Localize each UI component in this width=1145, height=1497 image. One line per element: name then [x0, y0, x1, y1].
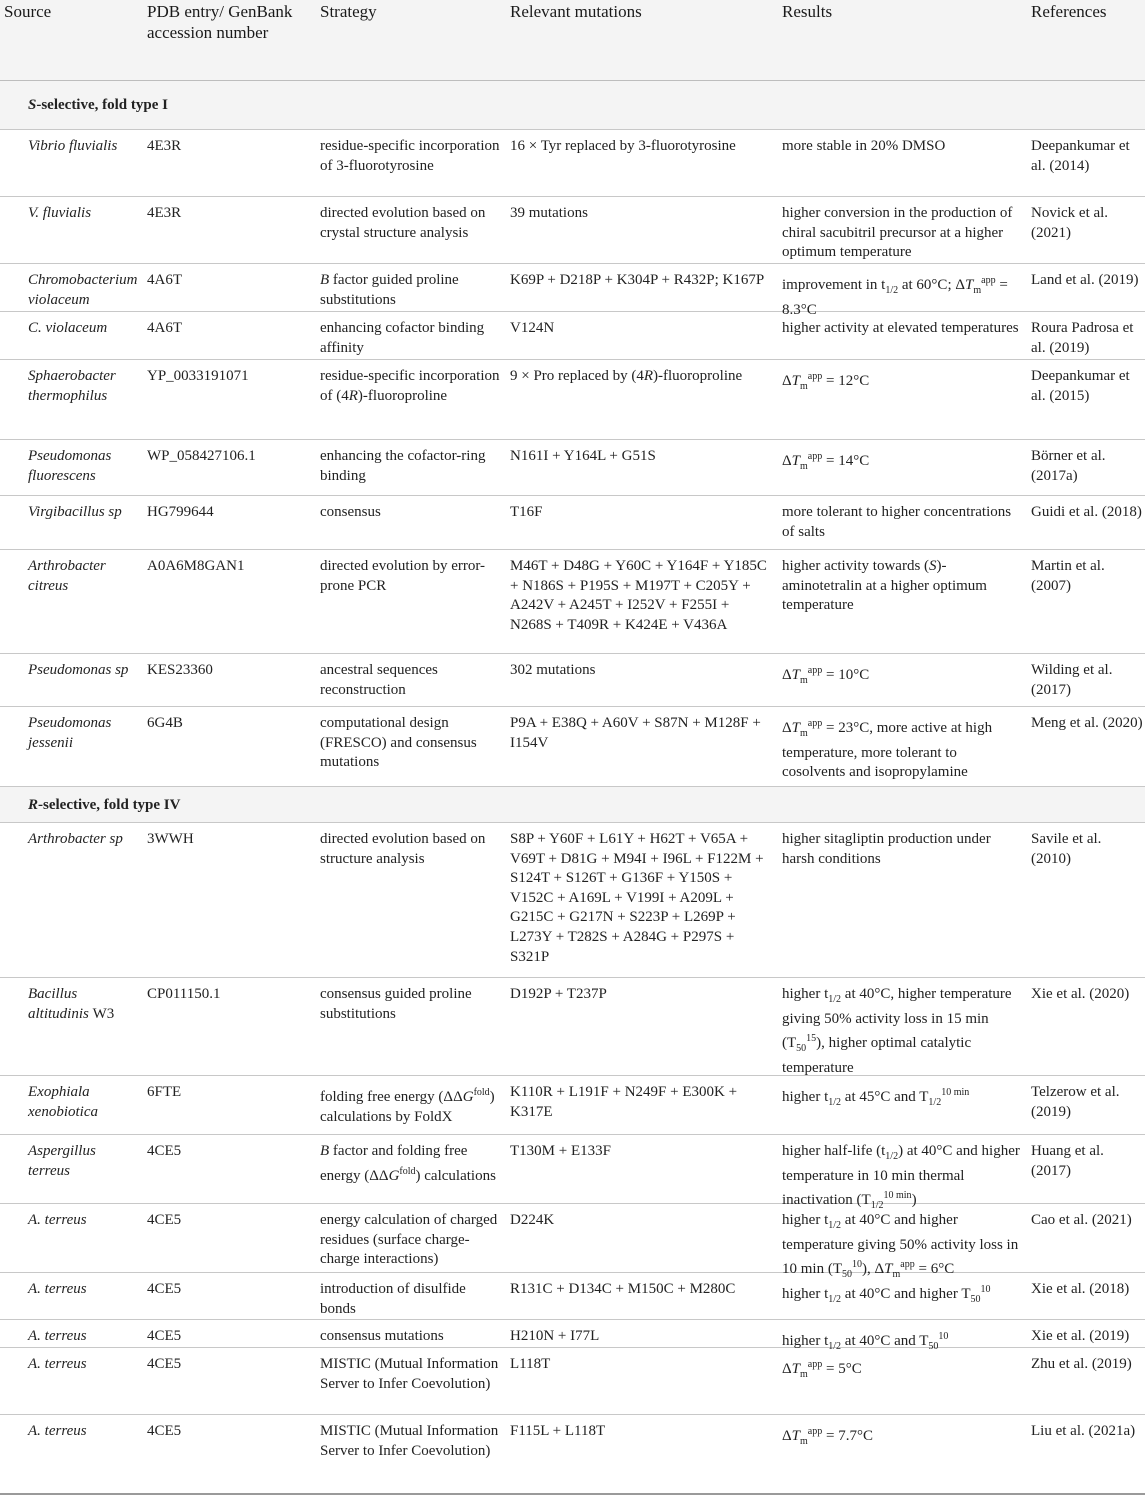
- cell-strategy: folding free energy $(\Delta\Delta G^{fold})$ calculations by FoldX: [320, 1087, 495, 1125]
- cell-source: Arthrobacter citreus: [28, 558, 106, 594]
- cell-strategy: consensus mutations: [320, 1328, 444, 1344]
- table-row: [0, 264, 1145, 318]
- cell-mutations: N161I + Y164L + G51S: [510, 448, 656, 464]
- cell-results: $\Delta T_m^{app} = 23^\circ C$, more active at high temperature, more tolerant to cosolvents and isopropylamine: [782, 718, 993, 781]
- cell-results: higher $t_{1/2}$ at 40°C, higher temperature giving 50% activity loss in 15 $\min (T_{50}^{15})$, higher optimal catalytic temperature: [782, 986, 1012, 1076]
- cell-strategy: computational design (FRESCO) and consensus mutations: [320, 715, 477, 771]
- cell-reference: Meng et al. (2020): [1031, 715, 1143, 731]
- cell-source: Pseudomonas fluorescens: [28, 448, 112, 484]
- cell-strategy: B factor guided proline substitutions: [320, 272, 459, 308]
- cell-accession: 4CE5: [147, 1212, 182, 1228]
- cell-accession: 4CE5: [147, 1281, 182, 1297]
- cell-mutations: S8P + Y60F + L61Y + H62T + V65A + V69T + D81G + M94I + I96L + F122M + S124T + S126T + G136F + Y150S + V152C + A169L + V199I + A209L + G215C + G217N + S223P + L269P + L273Y + T282S + A284G + P297S + S321P: [510, 831, 764, 965]
- cell-accession: 4A6T: [147, 272, 182, 288]
- cell-results: higher $t_{1/2}$ at 40°C and higher temperature giving 50% activity loss in 10 $\min (T_{50}^{10})$, $\Delta T_m^{app} = 6^\circ C$: [782, 1212, 1019, 1281]
- cell-strategy: ancestral sequences reconstruction: [320, 662, 438, 698]
- cell-results: higher $t_{1/2}$ at 45°C and $T_{1/2}^{10 min}$: [782, 1087, 970, 1108]
- cell-mutations: K110R + L191F + N249F + E300K + K317E: [510, 1084, 738, 1120]
- cell-reference: Börner et al. (2017a): [1031, 448, 1106, 484]
- header-strategy: Strategy: [320, 2, 377, 21]
- cell-results: higher half-life $(t_{1/2})$ at 40°C and higher temperature in 10 min thermal inactivation $(T_{1/2}^{10 min})$: [782, 1143, 1020, 1212]
- section-s-selective: [0, 81, 1145, 130]
- cell-mutations: 39 mutations: [510, 205, 588, 221]
- table-row: [0, 1273, 1145, 1320]
- cell-strategy: directed evolution by error-prone PCR: [320, 558, 486, 594]
- table-row: [0, 496, 1145, 550]
- cell-source: Sphaerobacter thermophilus: [28, 368, 116, 404]
- cell-strategy: consensus guided proline substitutions: [320, 986, 472, 1022]
- cell-strategy: consensus: [320, 504, 381, 520]
- table-row: [0, 440, 1145, 496]
- cell-reference: Savile et al. (2010): [1031, 831, 1102, 867]
- cell-reference: Huang et al. (2017): [1031, 1143, 1104, 1179]
- cell-strategy: enhancing the cofactor-ring binding: [320, 448, 486, 484]
- cell-reference: Zhu et al. (2019): [1031, 1356, 1132, 1372]
- cell-reference: Telzerow et al. (2019): [1031, 1084, 1120, 1120]
- table-row: [0, 1204, 1145, 1281]
- cell-reference: Roura Padrosa et al. (2019): [1031, 320, 1134, 356]
- cell-accession: 4E3R: [147, 138, 182, 154]
- section-title: S-selective, fold type I: [28, 97, 168, 113]
- cell-strategy: introduction of disulfide bonds: [320, 1281, 466, 1317]
- cell-accession: 4E3R: [147, 205, 182, 221]
- cell-results: improvement in $t_{1/2}$ at 60°C; $\Delta T_m^{app} = 8.3^\circ C$: [782, 275, 1008, 318]
- cell-mutations: V124N: [510, 320, 555, 336]
- cell-reference: Xie et al. (2019): [1031, 1328, 1130, 1344]
- cell-strategy: directed evolution based on structure analysis: [320, 831, 486, 867]
- cell-mutations: M46T + D48G + Y60C + Y164F + Y185C + N186S + P195S + M197T + C205Y + A242V + A245T + I252V + F255I + N268S + T409R + K424E + V436A: [510, 558, 767, 633]
- cell-accession: 3WWH: [147, 831, 194, 847]
- cell-mutations: R131C + D134C + M150C + M280C: [510, 1281, 736, 1297]
- cell-reference: Liu et al. (2021a): [1031, 1423, 1136, 1439]
- cell-source: Pseudomonas sp: [28, 662, 129, 678]
- cell-reference: Cao et al. (2021): [1031, 1212, 1132, 1228]
- cell-mutations: K69P + D218P + K304P + R432P; K167P: [510, 272, 765, 288]
- cell-mutations: D224K: [510, 1212, 555, 1228]
- cell-source: Pseudomonas jessenii: [28, 715, 112, 751]
- table-row: [0, 312, 1145, 360]
- cell-mutations: F115L + L118T: [510, 1423, 606, 1439]
- table-row: [0, 1348, 1145, 1415]
- cell-mutations: T130M + E133F: [510, 1143, 611, 1159]
- cell-accession: HG799644: [147, 504, 214, 520]
- cell-strategy: enhancing cofactor binding affinity: [320, 320, 485, 356]
- cell-accession: 4CE5: [147, 1328, 182, 1344]
- cell-accession: 4CE5: [147, 1423, 182, 1439]
- table-header: [0, 0, 1145, 81]
- section-r-selective: [0, 787, 1145, 823]
- header-references: References: [1031, 2, 1107, 21]
- cell-reference: Deepankumar et al. (2014): [1031, 138, 1130, 174]
- cell-results: higher conversion in the production of chiral sacubitril precursor at a higher optimum temperature: [782, 205, 1013, 261]
- table-row: [0, 1415, 1145, 1495]
- cell-source: Aspergillus terreus: [28, 1143, 96, 1179]
- cell-accession: WP_058427106.1: [147, 448, 256, 464]
- cell-mutations: H210N + I77L: [510, 1328, 600, 1344]
- cell-source: A. terreus: [28, 1356, 87, 1372]
- header-accession: PDB entry/ GenBank accession number: [147, 2, 293, 42]
- cell-results: more stable in 20% DMSO: [782, 138, 946, 154]
- header-source: Source: [4, 2, 52, 21]
- table-row: [0, 823, 1145, 978]
- cell-strategy: directed evolution based on crystal structure analysis: [320, 205, 486, 241]
- cell-source: V. fluvialis: [28, 205, 92, 221]
- cell-strategy: MISTIC (Mutual Information Server to Infer Coevolution): [320, 1356, 499, 1392]
- cell-accession: 4CE5: [147, 1143, 182, 1159]
- cell-source: Chromobacterium violaceum: [28, 272, 138, 308]
- cell-reference: Novick et al. (2021): [1031, 205, 1109, 241]
- cell-results: $\Delta T_m^{app} = 14^\circ C$: [782, 451, 870, 472]
- cell-mutations: L118T: [510, 1356, 551, 1372]
- cell-source: A. terreus: [28, 1281, 87, 1297]
- b-factor-italic: B: [320, 272, 330, 288]
- cell-reference: Xie et al. (2018): [1031, 1281, 1130, 1297]
- cell-strategy: residue-specific incorporation of 3-fluorotyrosine: [320, 138, 500, 174]
- cell-source: Bacillus altitudinis W3: [28, 986, 115, 1022]
- cell-mutations: 16 × Tyr replaced by 3-fluorotyrosine: [510, 138, 736, 154]
- cell-accession: A0A6M8GAN1: [147, 558, 245, 574]
- table-row: [0, 197, 1145, 264]
- cell-source: Arthrobacter sp: [28, 831, 123, 847]
- cell-strategy: energy calculation of charged residues (surface charge-charge interactions): [320, 1212, 498, 1268]
- cell-results: higher sitagliptin production under harsh conditions: [782, 831, 991, 867]
- cell-source: Vibrio fluvialis: [28, 138, 118, 154]
- table-row: [0, 707, 1145, 787]
- header-mutations: Relevant mutations: [510, 2, 642, 21]
- cell-source: C. violaceum: [28, 320, 108, 336]
- cell-accession: 6G4B: [147, 715, 183, 731]
- cell-mutations: P9A + E38Q + A60V + S87N + M128F + I154V: [510, 715, 761, 751]
- cell-strategy: B factor and folding free energy $(\Delta\Delta G^{fold})$ calculations: [320, 1143, 496, 1184]
- cell-reference: Guidi et al. (2018): [1031, 504, 1142, 520]
- table-row: [0, 978, 1145, 1076]
- table-row: [0, 1076, 1145, 1135]
- cell-source: A. terreus: [28, 1423, 87, 1439]
- table-row: [0, 130, 1145, 197]
- cell-results: $\Delta T_m^{app} = 10^\circ C$: [782, 665, 870, 686]
- cell-accession: 4CE5: [147, 1356, 182, 1372]
- cell-reference: Martin et al. (2007): [1031, 558, 1105, 594]
- section-title: R-selective, fold type IV: [28, 797, 181, 813]
- cell-reference: Xie et al. (2020): [1031, 986, 1130, 1002]
- cell-mutations: D192P + T237P: [510, 986, 607, 1002]
- cell-results: higher $t_{1/2}$ at 40°C and $T_{50}^{10}$: [782, 1331, 949, 1352]
- cell-reference: Land et al. (2019): [1031, 272, 1139, 288]
- table-row: [0, 360, 1145, 440]
- cell-source: A. terreus: [28, 1212, 87, 1228]
- table-row: [0, 550, 1145, 654]
- cell-accession: YP_0033191071: [147, 368, 249, 384]
- cell-source: Exophiala xenobiotica: [28, 1084, 98, 1120]
- table-row: [0, 1320, 1145, 1352]
- cell-reference: Wilding et al. (2017): [1031, 662, 1113, 698]
- cell-accession: 4A6T: [147, 320, 182, 336]
- cell-results: higher activity at elevated temperatures: [782, 320, 1019, 336]
- cell-mutations: 9 × Pro replaced by (4R)-fluoroproline: [510, 368, 743, 384]
- cell-strategy: MISTIC (Mutual Information Server to Infer Coevolution): [320, 1423, 499, 1459]
- cell-accession: CP011150.1: [147, 986, 221, 1002]
- cell-results: $\Delta T_m^{app} = 12^\circ C$: [782, 371, 870, 392]
- cell-accession: 6FTE: [147, 1084, 182, 1100]
- header-results: Results: [782, 2, 833, 21]
- cell-results: $\Delta T_m^{app} = 5^\circ C$: [782, 1359, 862, 1380]
- cell-results: more tolerant to higher concentrations of salts: [782, 504, 1012, 540]
- cell-mutations: T16F: [510, 504, 543, 520]
- cell-results: higher $t_{1/2}$ at 40°C and higher $T_{50}^{10}$: [782, 1284, 991, 1305]
- cell-strategy: residue-specific incorporation of (4R)-fluoroproline: [320, 368, 500, 404]
- table-row: [0, 1135, 1145, 1212]
- cell-results: $\Delta T_m^{app} = 7.7^\circ C$: [782, 1426, 873, 1447]
- cell-accession: KES23360: [147, 662, 213, 678]
- cell-reference: Deepankumar et al. (2015): [1031, 368, 1130, 404]
- cell-source: Virgibacillus sp: [28, 504, 122, 520]
- cell-source: A. terreus: [28, 1328, 87, 1344]
- table-row: [0, 654, 1145, 707]
- cell-mutations: 302 mutations: [510, 662, 596, 678]
- cell-results: higher activity towards (S)-aminotetralin at a higher optimum temperature: [782, 558, 987, 614]
